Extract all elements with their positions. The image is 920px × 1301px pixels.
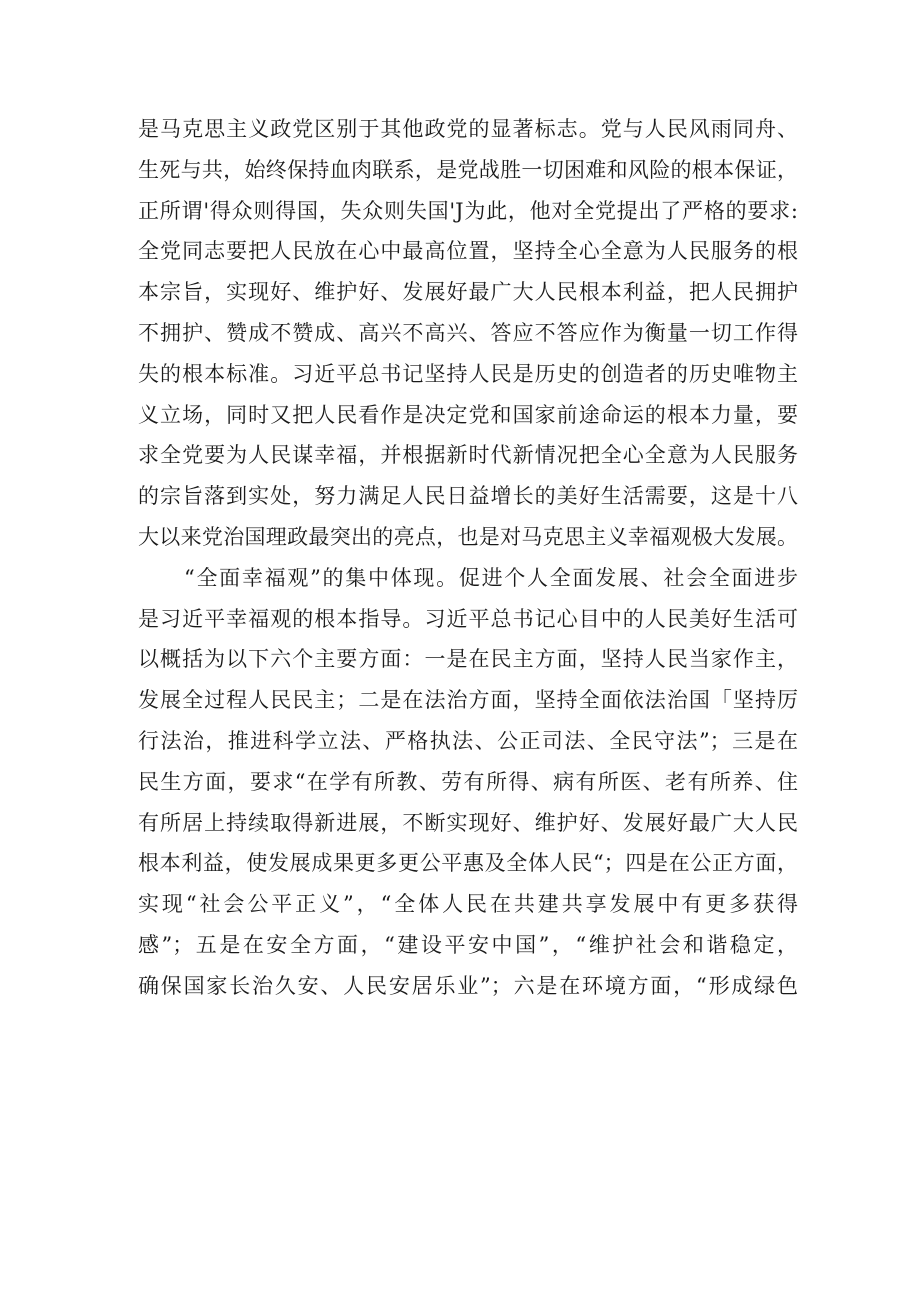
text-line: 以概括为以下六个主要方面：一是在民主方面，坚持人民当家作主，	[138, 647, 798, 672]
text-line: 确保国家长治久安、人民安居乐业”；六是在环境方面，“形成绿色	[138, 973, 798, 998]
text-line: 有所居上持续取得新进展，不断实现好、维护好、发展好最广大人民	[138, 810, 798, 835]
text-line: 大以来党治国理政最突出的亮点，也是对马克思主义幸福观极大发展。	[138, 524, 798, 549]
text-line: 根本利益，使发展成果更多更公平惠及全体人民“；四是在公正方面，	[138, 851, 798, 876]
text-line: “全面幸福观”的集中体现。促进个人全面发展、社会全面进步	[184, 565, 798, 590]
text-line: 是马克思主义政党区别于其他政党的显著标志。党与人民风雨同舟、	[138, 117, 798, 141]
text-line: 行法治，推进科学立法、严格执法、公正司法、全民守法”；三是在	[138, 728, 798, 753]
text-line: 全党同志要把人民放在心中最高位置，坚持全心全意为人民服务的根	[138, 239, 798, 264]
text-line: 发展全过程人民民主；二是在法治方面，坚持全面依法治国「坚持厉	[138, 688, 798, 713]
paragraph-1	[138, 109, 798, 558]
text-line: 生死与共，始终保持血肉联系，是党战胜一切困难和风险的根本保证，	[138, 157, 798, 182]
text-line: 义立场，同时又把人民看作是决定党和国家前途命运的根本力量，要	[138, 402, 798, 427]
text-line: 不拥护、赞成不赞成、高兴不高兴、答应不答应作为衡量一切工作得	[138, 320, 798, 345]
text-line: 求全党要为人民谋幸福，并根据新时代新情况把全心全意为人民服务	[138, 443, 798, 468]
text-line: 感”；五是在安全方面，“建设平安中国”，“维护社会和谐稳定，	[138, 932, 798, 957]
text-line: 的宗旨落到实处，努力满足人民日益增长的美好生活需要，这是十八	[138, 484, 798, 509]
text-line: 实现“社会公平正义”，“全体人民在共建共享发展中有更多获得	[138, 892, 798, 917]
text-line: 本宗旨，实现好、维护好、发展好最广大人民根本利益，把人民拥护	[138, 280, 798, 305]
document-body	[138, 109, 798, 1007]
text-line: 正所谓'得众则得国，失众则失国'J为此，他对全党提出了严格的要求:	[138, 198, 798, 223]
text-line: 是习近平幸福观的根本指导。习近平总书记心目中的人民美好生活可	[138, 606, 798, 631]
text-line: 失的根本标准。习近平总书记坚持人民是历史的创造者的历史唯物主	[138, 361, 798, 386]
paragraph-2	[138, 558, 798, 1007]
text-line: 民生方面，要求“在学有所教、劳有所得、病有所医、老有所养、住	[138, 769, 798, 794]
